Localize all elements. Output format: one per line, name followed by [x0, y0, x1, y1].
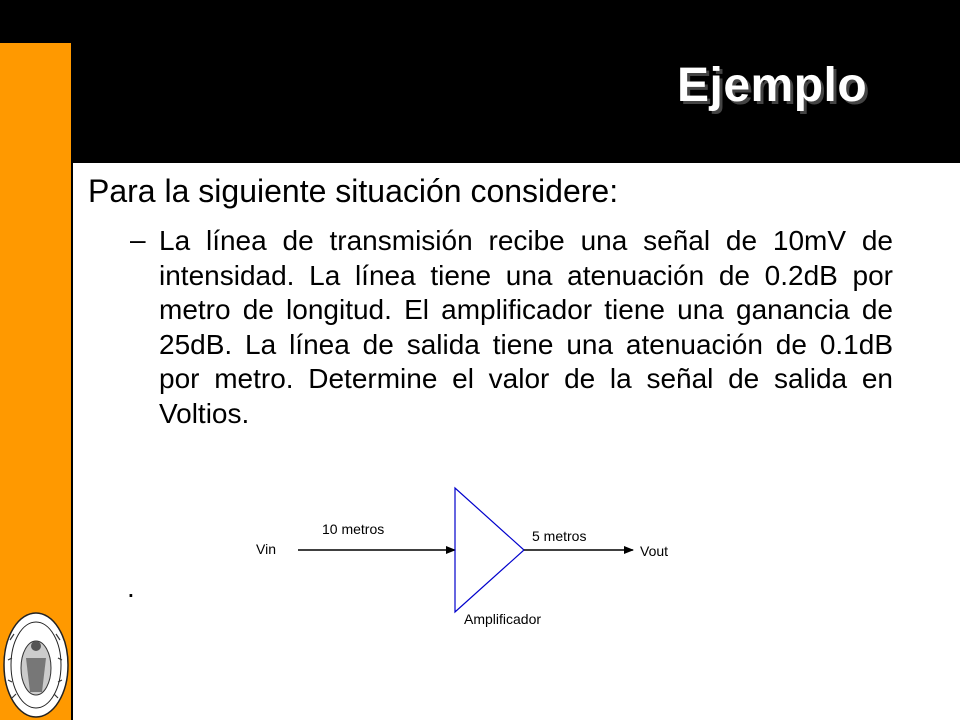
output-length-label: 5 metros	[532, 528, 587, 544]
amplifier-triangle	[455, 488, 524, 612]
vin-label: Vin	[256, 541, 276, 557]
trailing-dot: .	[127, 572, 135, 603]
university-seal-logo	[2, 610, 70, 720]
intro-text: Para la siguiente situación considere:	[88, 173, 619, 209]
bullet-dash: –	[130, 224, 146, 255]
vout-label: Vout	[640, 543, 669, 559]
amplifier-label: Amplificador	[464, 611, 542, 627]
input-length-label: 10 metros	[322, 521, 385, 537]
problem-paragraph: La línea de transmisión recibe una señal de 10mV de intensidad. La línea tiene una atenuación de 0.2dB por metro de longitud. El amplificador tiene una ganancia de 25dB. La línea de salida tiene una atenuación de 0.1dB por metro. Determine el valor de la señal de salida en Voltios.	[159, 225, 893, 429]
slide-title: Ejemplo	[677, 59, 868, 112]
